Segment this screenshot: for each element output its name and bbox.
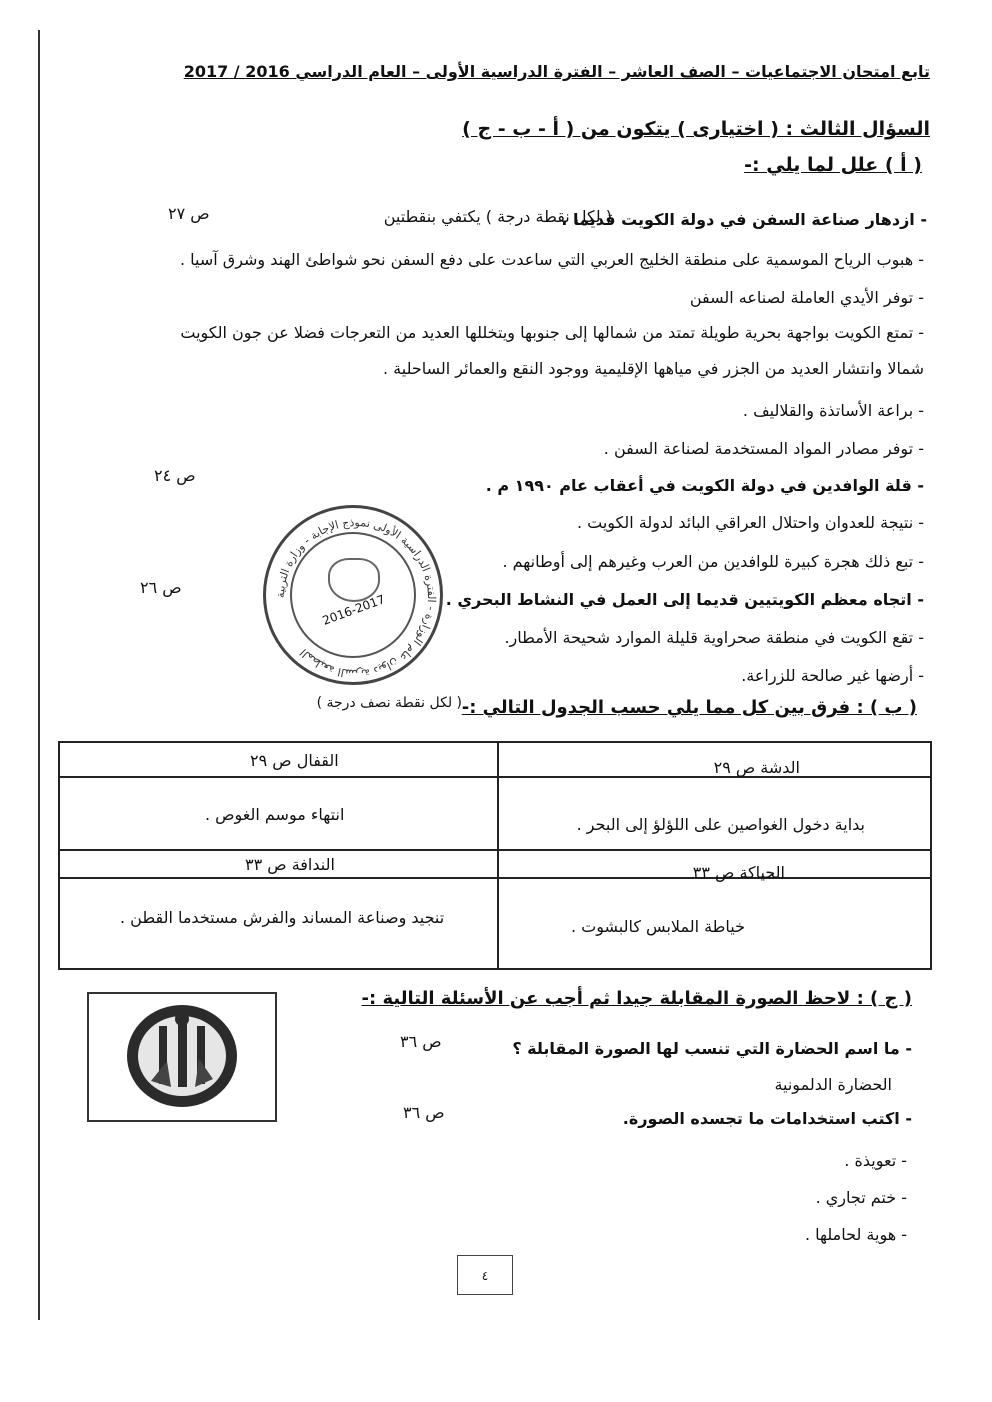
- table-cell: انتهاء موسم الغوص .: [205, 805, 345, 824]
- table-header-cell: الدشة ص ٢٩: [713, 758, 800, 777]
- page-reference: ص ٢٤: [154, 466, 196, 485]
- page-reference: ص ٢٧: [168, 204, 210, 223]
- stamp-year: 2016-2017: [320, 592, 387, 628]
- svg-text:المطبعة السرية ديوان عام الوزا: المطبعة السرية ديوان عام الوزارة - الفترة الدراسية الأولى نموذج الإجابة - وزارة التربية: [273, 515, 439, 681]
- list-item: - تبع ذلك هجرة كبيرة للوافدين من العرب وغيرهم إلى أوطانهم .: [502, 552, 924, 571]
- page-number: ٤: [457, 1255, 513, 1295]
- table-header-cell: الندافة ص ٣٣: [245, 855, 335, 874]
- list-item: - توفر مصادر المواد المستخدمة لصناعة السفن .: [603, 439, 924, 458]
- answer-text: - ختم تجاري .: [815, 1188, 907, 1207]
- official-stamp: [263, 505, 443, 685]
- page-reference: ص ٣٦: [403, 1103, 445, 1122]
- table-header-cell: القفال ص ٢٩: [250, 751, 339, 770]
- section-b-title: ( ب ) : فرق بين كل مما يلي حسب الجدول التالي :-: [461, 697, 917, 718]
- list-item: - قلة الوافدين في دولة الكويت في أعقاب عام ١٩٩٠ م .: [485, 476, 924, 495]
- page-reference: ص ٢٦: [140, 578, 182, 597]
- answer-text: - تعويذة .: [844, 1151, 907, 1170]
- list-item: - اتجاه معظم الكويتيين قديما إلى العمل في النشاط البحري .: [445, 590, 924, 609]
- table-divider: [60, 877, 930, 879]
- list-item: - توفر الأيدي العاملة لصناعه السفن: [689, 288, 924, 307]
- list-item: - نتيجة للعدوان واحتلال العراقي البائد لدولة الكويت .: [576, 513, 924, 532]
- question-title: السؤال الثالث : ( اختيارى ) يتكون من ( أ - ب - ج ): [462, 118, 930, 140]
- list-item: - أرضها غير صالحة للزراعة.: [741, 666, 924, 685]
- question-item: - اكتب استخدامات ما تجسده الصورة.: [622, 1109, 912, 1128]
- page-header: تابع امتحان الاجتماعيات – الصف العاشر – الفترة الدراسية الأولى – العام الدراسي 2016 / 2017: [183, 62, 930, 81]
- table-header-cell: الحياكة ص ٣٣: [692, 863, 785, 882]
- section-a-title: ( أ ) علل لما يلي :-: [744, 154, 922, 176]
- list-item: - هبوب الرياح الموسمية على منطقة الخليج العربي التي ساعدت على دفع السفن نحو شواطئ الهند وشرق آسيا .: [179, 250, 924, 269]
- comparison-table: [58, 741, 932, 970]
- answer-text: - هوية لحاملها .: [804, 1225, 907, 1244]
- grading-note: ( لكل نقطة درجة ) يكتفي بنقطتين: [383, 207, 612, 226]
- dilmun-seal-image: [123, 1001, 241, 1111]
- table-cell: بداية دخول الغواصين على اللؤلؤ إلى البحر .: [576, 815, 865, 834]
- table-cell: خياطة الملابس كالبشوت .: [570, 917, 745, 936]
- table-divider: [60, 849, 930, 851]
- section-c-title: ( ج ) : لاحظ الصورة المقابلة جيدا ثم أجب عن الأسئلة التالية :-: [361, 988, 912, 1009]
- list-item: - براعة الأساتذة والقلاليف .: [742, 401, 924, 420]
- stamp-ring-text: [266, 508, 446, 688]
- list-item: - تمتع الكويت بواجهة بحرية طويلة تمتد من شمالها إلى جنوبها ويتخللها العديد من التعرجات فضلا عن جون الكويت: [180, 323, 924, 342]
- page-edge-line: [38, 30, 40, 1320]
- grading-note: ( لكل نقطة نصف درجة ): [316, 695, 462, 711]
- list-item: - ازدهار صناعة السفن في دولة الكويت قديما .: [561, 210, 927, 229]
- question-item: - ما اسم الحضارة التي تنسب لها الصورة المقابلة ؟: [512, 1039, 912, 1058]
- answer-text: الحضارة الدلمونية: [774, 1075, 892, 1094]
- page-reference: ص ٣٦: [400, 1032, 442, 1051]
- list-item: شمالا وانتشار العديد من الجزر في مياهها الإقليمية ووجود النقع والعمائر الساحلية .: [382, 359, 924, 378]
- list-item: - تقع الكويت في منطقة صحراوية قليلة الموارد شحيحة الأمطار.: [504, 628, 924, 647]
- table-cell: تنجيد وصناعة المساند والفرش مستخدما القطن .: [120, 908, 445, 927]
